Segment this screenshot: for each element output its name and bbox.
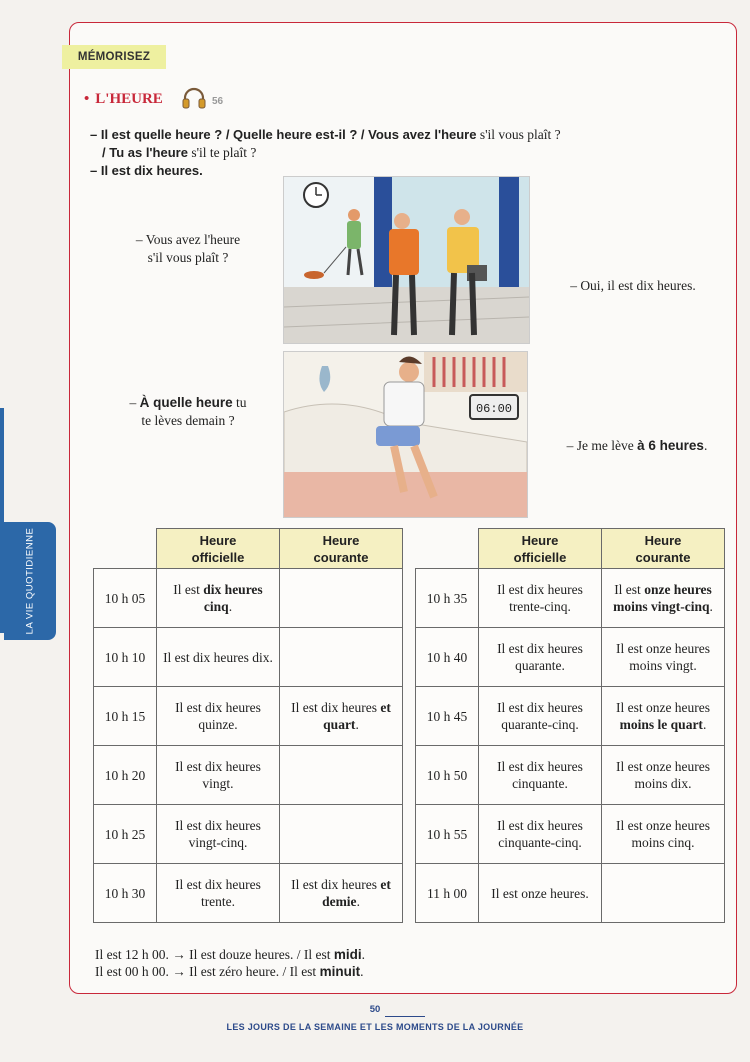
- header-official-line-a: Heure: [199, 532, 237, 548]
- dialog-answer-1: [548, 277, 718, 295]
- chapter-tab-label: LA VIE QUOTIDIENNE: [24, 527, 36, 635]
- midnight-note-pre: Il est 00 h 00. → Il est zéro heure. / Il est: [95, 964, 320, 979]
- time-table-right: [415, 528, 725, 923]
- official-text: Il est dix heures vingt.: [175, 759, 261, 791]
- table-row: [94, 569, 403, 628]
- time-value: 10 h 10: [104, 649, 146, 665]
- official-cell: [157, 687, 280, 746]
- dialog-answer-2-pre: – Je me lève: [566, 438, 638, 453]
- midnight-noon-notes: [95, 946, 365, 980]
- headphones-icon[interactable]: [181, 86, 207, 110]
- official-text: Il est dix heures quinze.: [175, 700, 261, 732]
- header-official-line-b: officielle: [191, 549, 245, 565]
- blank-header: [416, 529, 479, 569]
- time-value: 10 h 40: [426, 649, 468, 665]
- dialog-question-1-line-b: s'il vous plaît ?: [147, 250, 229, 265]
- time-cell: [94, 628, 157, 687]
- official-cell: [479, 569, 602, 628]
- time-cell: [94, 687, 157, 746]
- header-official: [479, 529, 602, 569]
- current-cell: [280, 687, 403, 746]
- current-cell: [280, 746, 403, 805]
- dialog-question-2: [118, 394, 258, 430]
- official-text: Il est dix heures dix.: [163, 649, 273, 665]
- current-text: Il est onze heures moins cinq.: [615, 818, 711, 850]
- time-value: 10 h 30: [104, 885, 146, 901]
- table-row: [94, 864, 403, 923]
- dialog-question-1-line-a: – Vous avez l'heure: [135, 232, 241, 247]
- dialog-question-2-bold: À quelle heure: [139, 395, 233, 410]
- official-text: Il est dix heures trente.: [175, 877, 261, 909]
- section-title: [84, 91, 163, 108]
- phrase-line-3-bold: – Il est dix heures.: [90, 163, 203, 178]
- current-cell: [602, 864, 725, 923]
- phrase-line-2: [90, 144, 561, 162]
- phrase-line-1-bold: – Il est quelle heure ? / Quelle heure est-il ? / Vous avez l'heure: [90, 127, 477, 142]
- time-table-left: [93, 528, 403, 923]
- current-text: Il est: [614, 582, 645, 597]
- header-current-line-b: courante: [635, 549, 691, 565]
- time-cell: [94, 746, 157, 805]
- official-cell: [479, 805, 602, 864]
- phrase-line-2-rest: s'il te plaît ?: [187, 145, 257, 160]
- header-official-line-a: Heure: [521, 532, 559, 548]
- blank-header: [94, 529, 157, 569]
- section-title-text: L'HEURE: [95, 91, 163, 107]
- time-table-right-body: [416, 569, 725, 923]
- current-post: .: [356, 894, 360, 909]
- official-text: Il est dix heures quarante-cinq.: [497, 700, 583, 732]
- time-value: 10 h 55: [426, 826, 468, 842]
- time-cell: [94, 569, 157, 628]
- table-row: [416, 687, 725, 746]
- midnight-note-bold: minuit: [319, 964, 361, 979]
- official-text: Il est dix heures cinquante.: [497, 759, 583, 791]
- table-row: [416, 746, 725, 805]
- table-row: [416, 569, 725, 628]
- table-row: [94, 687, 403, 746]
- current-post: .: [702, 717, 707, 732]
- running-title: LES JOURS DE LA SEMAINE ET LES MOMENTS DE LA JOURNÉE: [226, 1022, 524, 1032]
- header-official-line-b: officielle: [513, 549, 567, 565]
- current-cell: [602, 569, 725, 628]
- phrase-line-2-bold: / Tu as l'heure: [102, 145, 188, 160]
- official-text: Il est: [173, 582, 204, 597]
- official-bold: dix heures cinq: [203, 582, 263, 614]
- official-cell: [479, 746, 602, 805]
- time-cell: [94, 805, 157, 864]
- official-cell: [157, 805, 280, 864]
- time-cell: [416, 569, 479, 628]
- current-post: .: [355, 717, 359, 732]
- current-cell: [280, 628, 403, 687]
- current-cell: [602, 746, 725, 805]
- section-bullet: •: [84, 91, 90, 107]
- time-cell: [416, 746, 479, 805]
- current-text: Il est onze heures: [615, 700, 711, 715]
- memorize-tag: MÉMORISEZ: [62, 45, 166, 69]
- official-cell: [479, 628, 602, 687]
- official-cell: [479, 687, 602, 746]
- current-bold: et demie: [322, 877, 391, 909]
- table-row: [94, 628, 403, 687]
- dialog-question-2-line-a: [118, 394, 258, 412]
- official-text: Il est dix heures vingt-cinq.: [175, 818, 261, 850]
- time-value: 10 h 20: [104, 767, 146, 783]
- table-row: [416, 628, 725, 687]
- current-cell: [280, 805, 403, 864]
- dialog-question-2-pre: –: [129, 395, 140, 410]
- time-cell: [94, 864, 157, 923]
- official-cell: [157, 864, 280, 923]
- time-value: 10 h 25: [104, 826, 146, 842]
- phrase-line-1-rest: s'il vous plaît ?: [476, 127, 561, 142]
- time-cell: [416, 687, 479, 746]
- time-cell: [416, 805, 479, 864]
- dialog-answer-2: [552, 437, 722, 455]
- street-scene-illustration: [283, 176, 530, 344]
- time-value: 10 h 50: [426, 767, 468, 783]
- header-current: [280, 529, 403, 569]
- alarm-clock-display: 06:00: [475, 402, 513, 416]
- current-bold: onze heures moins vingt-cinq: [613, 582, 712, 614]
- current-cell: [602, 687, 725, 746]
- current-text: Il est onze heures moins dix.: [615, 759, 711, 791]
- official-cell: [157, 569, 280, 628]
- midnight-note: [95, 963, 365, 980]
- header-current-line-a: Heure: [644, 532, 682, 548]
- table-row: [416, 864, 725, 923]
- page-number: 50: [369, 1004, 381, 1015]
- chapter-tab-label-box: [4, 522, 56, 640]
- official-text: Il est dix heures cinquante-cinq.: [497, 818, 583, 850]
- header-current-line-a: Heure: [322, 532, 360, 548]
- time-value: 10 h 35: [426, 590, 468, 606]
- noon-note-pre: Il est 12 h 00. → Il est douze heures. / Il est: [95, 947, 334, 962]
- current-text: Il est dix heures: [291, 877, 381, 892]
- header-current: [602, 529, 725, 569]
- bedroom-scene-illustration: [283, 351, 528, 518]
- official-cell: [479, 864, 602, 923]
- time-table-left-body: [94, 569, 403, 923]
- time-value: 11 h 00: [427, 885, 467, 901]
- dialog-answer-1-text: – Oui, il est dix heures.: [570, 278, 696, 293]
- current-cell: [602, 628, 725, 687]
- current-bold: et quart: [323, 700, 391, 732]
- page-number-rule: [385, 1016, 425, 1017]
- dialog-answer-2-post: .: [703, 438, 708, 453]
- official-text: Il est onze heures.: [491, 885, 589, 901]
- key-phrases: [90, 126, 561, 180]
- dialog-question-1: [118, 231, 258, 267]
- official-post: .: [228, 599, 233, 614]
- noon-note-bold: midi: [333, 947, 362, 962]
- noon-note: [95, 946, 365, 963]
- dialog-answer-2-bold: à 6 heures: [637, 438, 704, 453]
- header-current-line-b: courante: [313, 549, 369, 565]
- current-cell: [602, 805, 725, 864]
- dialog-answer-2-text: [552, 437, 722, 455]
- header-official: [157, 529, 280, 569]
- time-cell: [416, 628, 479, 687]
- current-bold: moins le quart: [619, 717, 703, 732]
- noon-note-post: .: [361, 947, 365, 962]
- midnight-note-post: .: [360, 964, 364, 979]
- official-cell: [157, 628, 280, 687]
- table-row: [416, 805, 725, 864]
- current-text: Il est onze heures moins vingt.: [615, 641, 711, 673]
- current-cell: [280, 569, 403, 628]
- table-row: [94, 805, 403, 864]
- current-cell: [280, 864, 403, 923]
- official-text: Il est dix heures trente-cinq.: [497, 582, 583, 614]
- dialog-question-2-post: tu: [232, 395, 247, 410]
- audio-track-number: 56: [212, 96, 224, 107]
- dialog-question-2-line-b: te lèves demain ?: [141, 413, 235, 428]
- time-cell: [416, 864, 479, 923]
- current-text: Il est dix heures: [291, 700, 381, 715]
- time-value: 10 h 05: [104, 590, 146, 606]
- current-post: .: [709, 599, 713, 614]
- time-value: 10 h 45: [426, 708, 468, 724]
- official-text: Il est dix heures quarante.: [497, 641, 583, 673]
- table-row: [94, 746, 403, 805]
- phrase-line-1: [90, 126, 561, 144]
- official-cell: [157, 746, 280, 805]
- time-value: 10 h 15: [104, 708, 146, 724]
